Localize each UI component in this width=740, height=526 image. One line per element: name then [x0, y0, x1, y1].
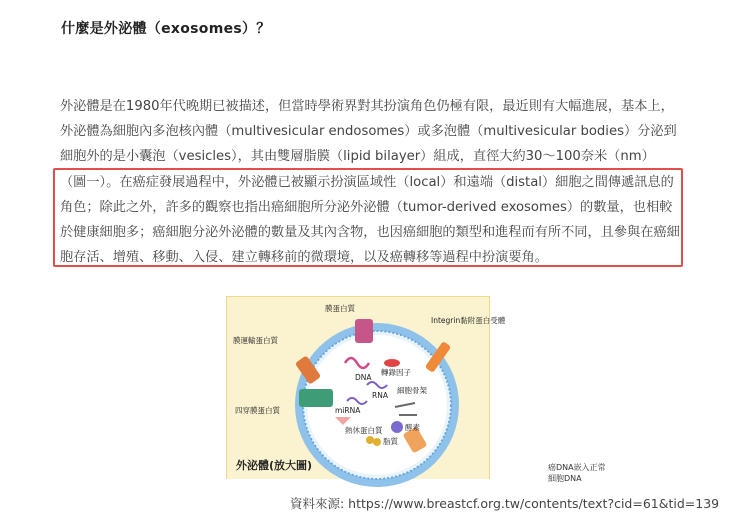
label-mirna: miRNA: [335, 406, 361, 415]
label-integrin: Integrin黏附蛋白受體: [431, 316, 506, 325]
label-tetraspanin: 四穿膜蛋白質: [235, 406, 280, 415]
membrane-protein-shape: [355, 319, 373, 343]
figure-caption: 外泌體(放大圖): [236, 459, 313, 472]
exosome-diagram: [226, 296, 506, 479]
label-cytoskeleton: 細胞骨架: [397, 386, 427, 395]
tetraspanin-shape: [299, 389, 333, 407]
label-heat-shock: 熱休蛋白質: [345, 426, 383, 435]
transcription-factor-shape: [384, 359, 400, 367]
highlighted-paragraph: （圖一）。在癌症發展過程中，外泌體已被顯示扮演區域性（local）和遠端（distal）細胞之間傳遞訊息的角色；除此之外，許多的觀察也指出癌細胞所分泌外泌體（tumor-derived exosomes）的數量，也相較於健康細胞多；癌細胞分泌外泌體的數量及其內含物，也因癌細胞的類型和進程而有所不同，且參與在癌細胞存活、增殖、移動、入侵、建立轉移前的微環境，以及癌轉移等過程中扮演要角。: [60, 175, 680, 265]
label-dna: DNA: [355, 373, 372, 382]
side-figure-fragment: 癌DNA嵌入正常細胞DNA: [548, 463, 606, 483]
intro-paragraph: 外泌體是在1980年代晚期已被描述，但當時學術界對其扮演角色仍極有限，最近則有大幅進展，基本上，外泌體為細胞內多泡核內體（multivesicular endosomes）或多泡體（multivesicular bodies）分泌到細胞外的是小囊泡（vesicles），其由雙層脂膜（lipid bilayer）組成，直徑大約30～100奈米（nm）: [60, 99, 677, 164]
lipid-shape: [373, 438, 381, 446]
label-enzyme: 酵素: [405, 423, 420, 432]
label-transcription-factor: 轉錄因子: [381, 368, 411, 377]
label-rna: RNA: [372, 391, 388, 400]
source-line: 資料來源: https://www.breastcf.org.tw/contents/text?cid=61&tid=139: [290, 496, 720, 511]
enzyme-shape: [391, 421, 403, 433]
exosome-illustration: [227, 297, 506, 479]
label-transport-protein: 膜運輸蛋白質: [233, 336, 278, 345]
article-title: 什麼是外泌體（exosomes）？: [61, 21, 271, 37]
label-lipid: 脂質: [383, 437, 398, 446]
label-membrane-protein: 膜蛋白質: [325, 304, 355, 313]
